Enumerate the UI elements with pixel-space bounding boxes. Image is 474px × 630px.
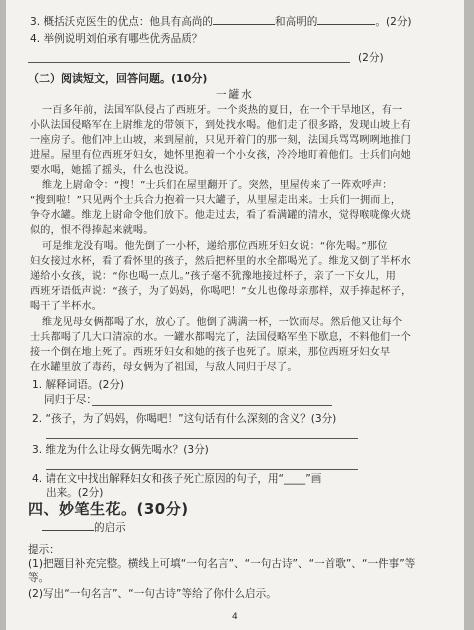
story-line: 一百多年前，法国军队侵占了西班牙。一个炎热的夏日，在一个干旱地区，有一 [42,105,403,116]
story-line: “搜到啦！”只见两个士兵合力抱着一只大罐子，从里屋走出来。士兵们一拥而上， [30,195,402,206]
story-line: 妇女接过水杯，看了看怀里的孩子，然后把杯里的水全都喝光了。维龙又倒了半杯水 [30,256,411,267]
term-label: 同归于尽： [44,394,97,406]
reading-question-2: 2. “孩子，为了妈妈，你喝吧！”这句话有什么深刻的含义？(3分) [32,413,337,425]
section-2-title: （二）阅读短文，回答问题。(10分) [28,72,208,85]
story-line: 接一个倒在地上死了。西班牙妇女和她的孩子也死了。原来，那位西班牙妇女早 [30,347,391,358]
essay-topic: 的启示 [42,520,126,535]
hint-2: (2)写出“一句名言”、“一句古诗”等给了你什么启示。 [28,588,277,600]
story-line: 在水罐里放了毒药，母女俩为了祖国，与敌人同归于尽了。 [30,362,298,373]
answer-line[interactable] [28,62,350,63]
answer-line[interactable] [92,405,332,406]
story-line: 维龙见母女俩都喝了水，放心了。他倒了满满一杯，一饮而尽。然后他又让每个 [42,317,403,328]
hint-1-cont: 等。 [28,572,50,584]
story-line: 似的，恨不得捧起来就喝。 [30,225,154,236]
reading-question-4: 4. 请在文中找出解释妇女和孩子死亡原因的句子，用“____”画 [32,473,322,485]
answer-line[interactable] [46,438,358,439]
hint-1: (1)把题目补充完整。横线上可填“一句名言”、“一句古诗”、“一首歌”、“一件事”等 [28,558,416,570]
hint-label: 提示： [28,544,60,556]
story-line: 进屋。屋里有位西班牙妇女，她怀里抱着一个小女孩，冷冷地盯着他们。士兵们向她 [30,150,411,161]
question-3: 3. 概括沃克医生的优点：他具有高尚的 和高明的 。(2分) [30,16,412,28]
reading-question-3: 3. 维龙为什么让母女俩先喝水？(3分) [32,444,209,456]
answer-line[interactable] [46,469,358,470]
story-title: 一罐水 [216,89,254,101]
question-4-score: (2分) [358,52,384,64]
story-line: 喝干了半杯水。 [30,301,103,312]
story-line: 维龙上尉命令：“搜！”士兵们在屋里翻开了。突然，里屋传来了一阵欢呼声： [42,180,393,191]
story-line: 一座房子。他们冲上山坡，来到屋前，只见开着门的那一刻，法国兵骂骂咧咧地推门 [30,135,411,146]
story-line: 士兵都喝了几大口清凉的水。一罐水都喝完了，法国侵略军坐下歇息，不料他们一个 [30,332,411,343]
story-line: 可是维龙没有喝。他先倒了一小杯，递给那位西班牙妇女说：“你先喝。”那位 [42,241,388,252]
page-number: 4 [232,612,238,622]
reading-question-4-cont: 出来。(2分) [46,487,104,499]
story-line: 西班牙语低声说：“孩子，为了妈妈，你喝吧！”女儿也像母亲那样，双手捧起杯子， [30,286,412,297]
reading-question-1: 1. 解释词语。(2分) [32,379,125,391]
story-line: 小队法国侵略军在上尉维龙的带领下，到处找水喝。他们走了很多路，发现山坡上有 [30,120,411,131]
section-4-title: 四、妙笔生花。(30分) [28,500,189,518]
topic-blank[interactable] [42,520,94,531]
answer-blank[interactable] [213,14,275,25]
story-line: 要水喝，她摇了摇头，什么也没说。 [30,165,195,176]
story-line: 递给小女孩，说：“你也喝一点儿。”孩子毫不犹豫地接过杯子，亲了一下女儿，用 [30,271,397,282]
answer-blank[interactable] [317,14,375,25]
exam-page [6,0,464,630]
question-4: 4. 举例说明刘伯承有哪些优秀品质？ [30,33,203,45]
story-line: 争夺水罐。维龙上尉命令他们放下。他走过去，看了看满罐的清水，觉得喉咙像火烧 [30,210,411,221]
